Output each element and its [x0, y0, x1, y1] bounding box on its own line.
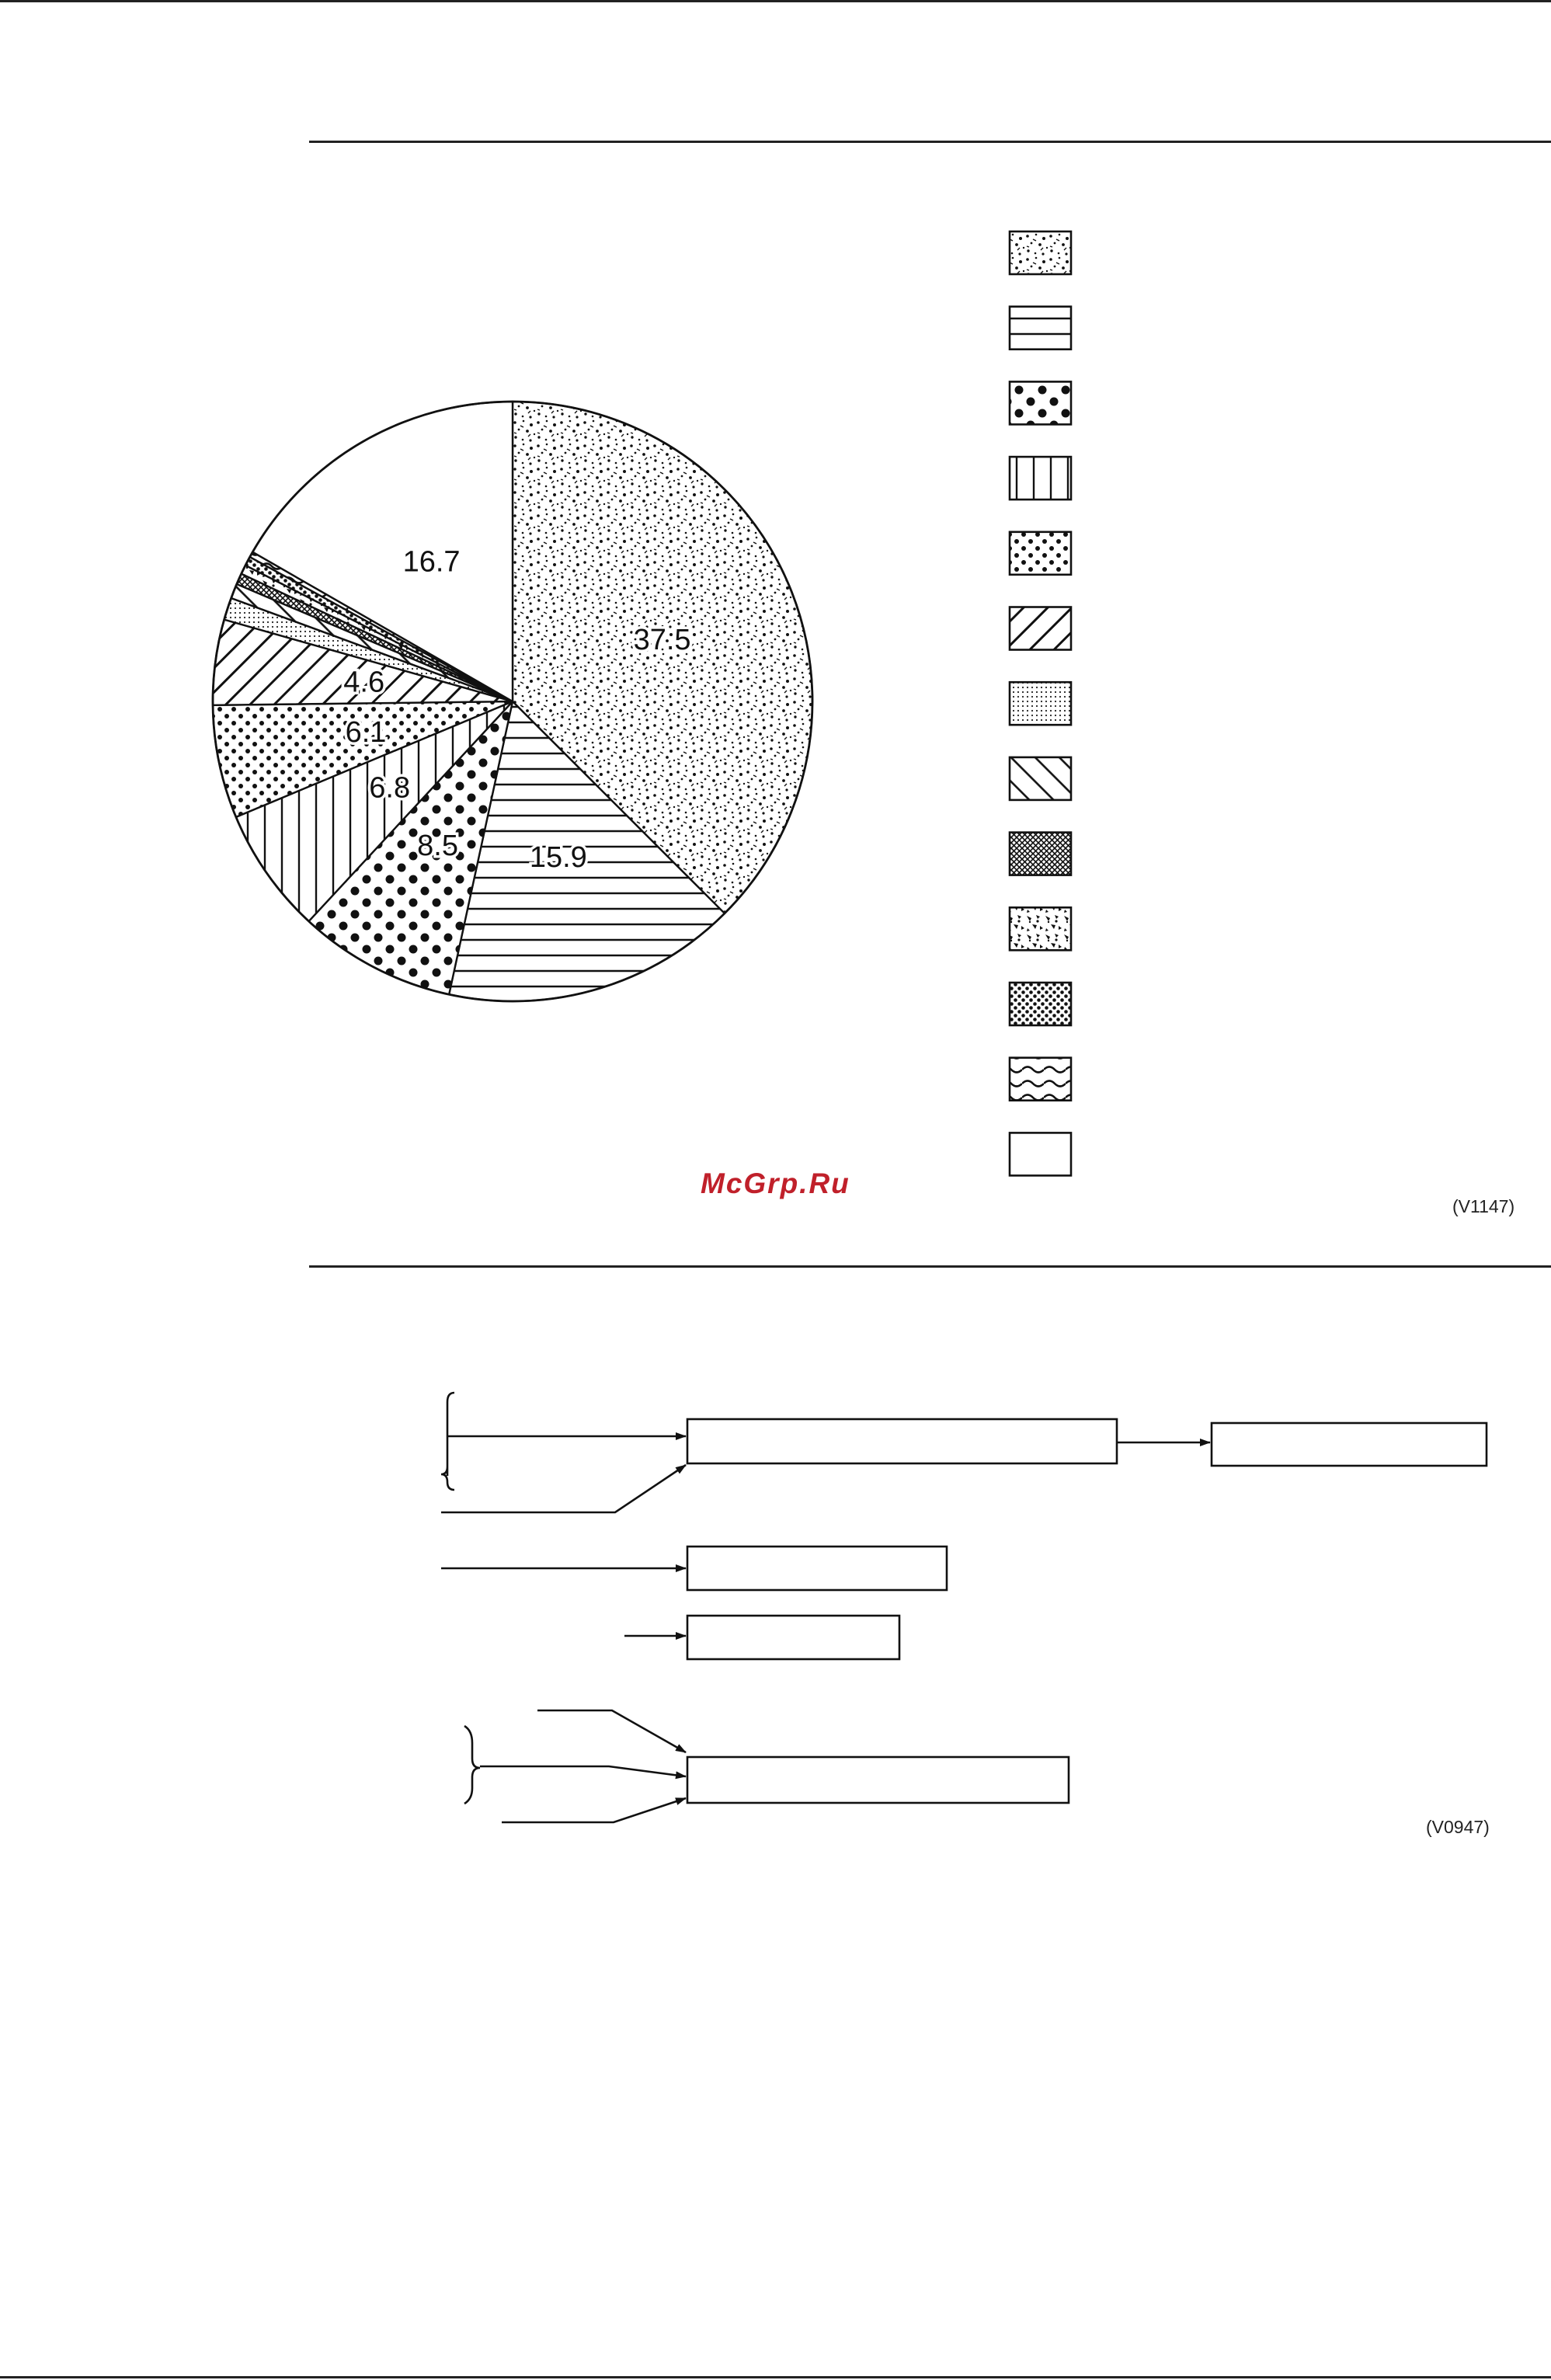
pie-slice-label: 16.7 — [402, 545, 461, 579]
flow-box-bottom — [687, 1757, 1069, 1803]
arrow-brace-to-bottom — [480, 1766, 686, 1776]
flow-box-main — [687, 1419, 1117, 1463]
arrow-input-to-main — [441, 1465, 686, 1512]
pie-figure-code: (V1147) — [1452, 1196, 1515, 1216]
pie-slice-label: 37.5 — [633, 624, 691, 657]
left-brace-upper — [441, 1393, 454, 1490]
pie-slice-label: 15.9 — [529, 841, 587, 874]
arrow-upper-to-bottom — [537, 1710, 686, 1752]
flow-diagram-figure-code: (V0947) — [1426, 1817, 1490, 1837]
pie-slice-label: 4.6 — [343, 666, 385, 699]
flow-box-second — [687, 1547, 947, 1590]
pie-slice-label: 6.1 — [345, 716, 387, 750]
flow-box-output — [1212, 1423, 1487, 1466]
left-brace-lower — [464, 1726, 480, 1804]
watermark-text: McGrp.Ru — [701, 1167, 850, 1199]
arrow-lower-to-bottom — [502, 1798, 686, 1822]
pie-slice-label: 8.5 — [417, 829, 459, 862]
flow-box-third — [687, 1616, 899, 1659]
pie-slice-label: 6.8 — [369, 771, 411, 805]
